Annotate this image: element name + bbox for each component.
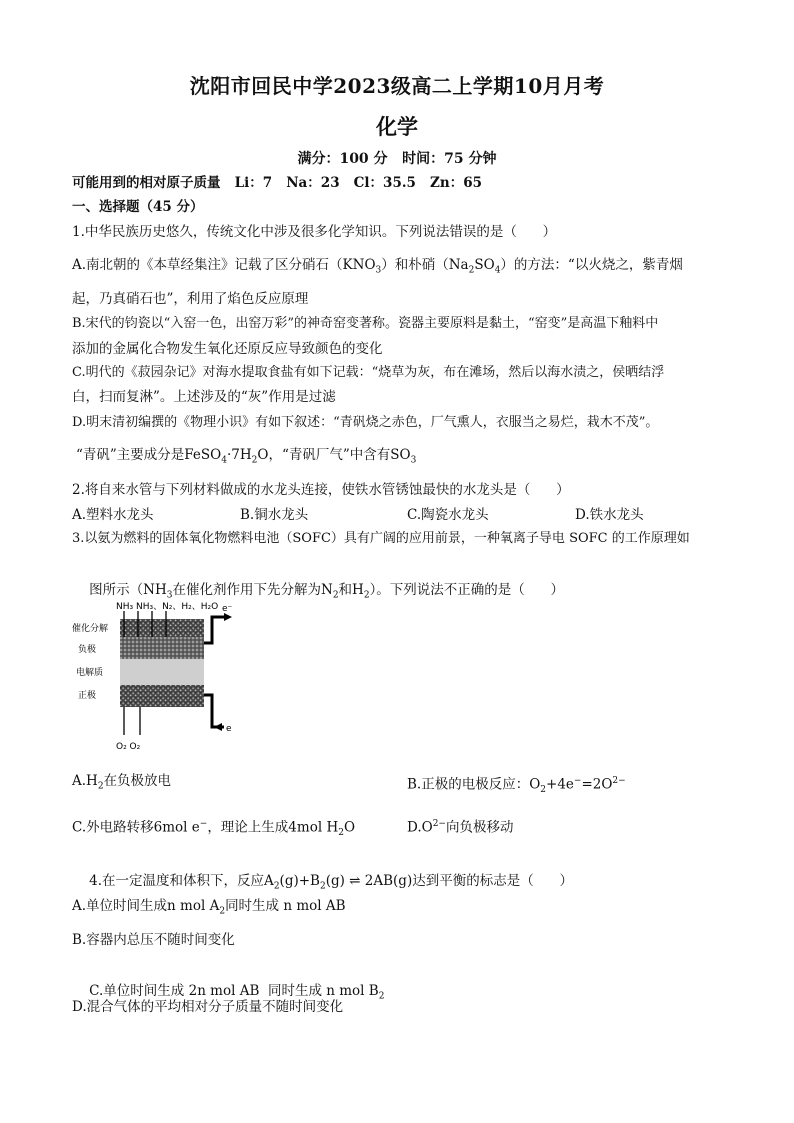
- label-anode: 负极: [78, 645, 97, 655]
- label-catalyst: 催化分解: [72, 624, 109, 634]
- anode-layer: [120, 637, 204, 659]
- q1-option-d-cont: “青矾”主要成分是$FeSO_4\cdot 7H_2O$，“青矾厂气”中含有$SO_3$: [76, 447, 417, 466]
- q3-stem: 3.以氨为燃料的固体氧化物燃料电池（SOFC）具有广阔的应用前景，一种氧离子导电 SOFC 的工作原理如: [72, 531, 690, 546]
- sofc-diagram: [72, 597, 237, 757]
- q3-option-c: C.外电路转移6mol e−，理论上生成4mol $H_2O$: [72, 819, 356, 839]
- q1-stem: 1.中华民族历史悠久，传统文化中涉及很多化学知识。下列说法错误的是（ ）: [72, 224, 557, 240]
- q2-option-c: C.陶瓷水龙头: [407, 507, 489, 523]
- fig-top-labels: NH₃ NH₃、N₂、H₂、H₂O: [116, 602, 219, 612]
- q1-option-c-cont: 白，扫而复淋”。上述涉及的“灰”作用是过滤: [72, 389, 336, 405]
- q4-option-b: B.容器内总压不随时间变化: [72, 932, 235, 948]
- subject-title: 化学: [376, 114, 418, 139]
- section-title: 一、选择题（45 分）: [72, 199, 204, 215]
- exam-title: 沈阳市回民中学2023级高二上学期10月月考: [189, 74, 605, 98]
- q2-option-a: A.塑料水龙头: [72, 507, 154, 523]
- electron-out-arrow-icon: [224, 613, 232, 621]
- q3-option-b: B.正极的电极反应：$O_2+4e^-=2O^{2-}$: [407, 776, 626, 796]
- cathode-layer: [120, 685, 204, 707]
- q2-stem: 2.将自来水管与下列材料做成的水龙头连接，使铁水管锈蚀最快的水龙头是（ ）: [72, 482, 570, 498]
- label-electrolyte: 电解质: [76, 668, 104, 678]
- electron-in-arrow-icon: [214, 723, 222, 731]
- q4-option-a: A.单位时间生成n mol $A_2$同时生成 n mol AB: [72, 898, 346, 917]
- q2-option-d: D.铁水龙头: [575, 507, 644, 523]
- fig-bottom-labels: O₂ O₂: [116, 742, 141, 752]
- atomic-masses: 可能用到的相对原子质量 Li：7 Na：23 Cl：35.5 Zn：65: [72, 175, 482, 191]
- q1-option-a-cont: 起，乃真硝石也”，利用了焰色反应原理: [72, 291, 309, 307]
- electrolyte-layer: [120, 659, 204, 685]
- electron-top-label: e⁻: [222, 604, 233, 614]
- q3-option-d: $D.O^{2-}$向负极移动: [407, 819, 514, 836]
- q4-option-d: D.混合气体的平均相对分子质量不随时间变化: [72, 999, 344, 1015]
- q4-option-c: C.单位时间生成 2n mol AB 同时生成 n mol $B_2$: [89, 983, 385, 1002]
- label-cathode: 正极: [78, 691, 97, 701]
- q1-option-c: C.明代的《菽园杂记》对海水提取食盐有如下记载：“烧草为灰，布在滩场，然后以海水渍之，侯晒结浮: [72, 365, 665, 380]
- q1-option-d: D.明末清初编撰的《物理小识》有如下叙述：“青矾烧之赤色，厂气熏人，衣服当之易烂，栽木不茂”。: [72, 415, 659, 430]
- q4-stem: 4.在一定温度和体积下，反应$A_2(g)+B_2(g)$ ⇌ 2AB(g)达到平衡的标志是（ ）: [89, 873, 573, 892]
- q1-option-a: A.南北朝的《本草经集注》记载了区分硝石$(KNO_3)$和朴硝$(Na_2SO_4)$的方法：“以火烧之，紫青烟: [72, 257, 683, 276]
- score-time: 满分：100 分 时间：75 分钟: [297, 151, 497, 167]
- q1-option-b-cont: 添加的金属化合物发生氧化还原反应导致颜色的变化: [72, 341, 383, 357]
- catalyst-layer: [120, 619, 204, 637]
- electron-bottom-label: e: [226, 724, 232, 734]
- q2-option-b: B.铜水龙头: [240, 507, 309, 523]
- q3-stem-cont: 图所示（$NH_3$在催化剂作用下先分解为$N_2$和$H_2$）。下列说法不正确的是（ ）: [89, 582, 565, 601]
- q3-option-a: $A.H_2$在负极放电: [72, 773, 172, 792]
- q1-option-b: B.宋代的钧瓷以“入窑一色，出窑万彩”的神奇窑变著称。瓷器主要原料是黏土，“窑变”是高温下釉料中: [72, 316, 659, 331]
